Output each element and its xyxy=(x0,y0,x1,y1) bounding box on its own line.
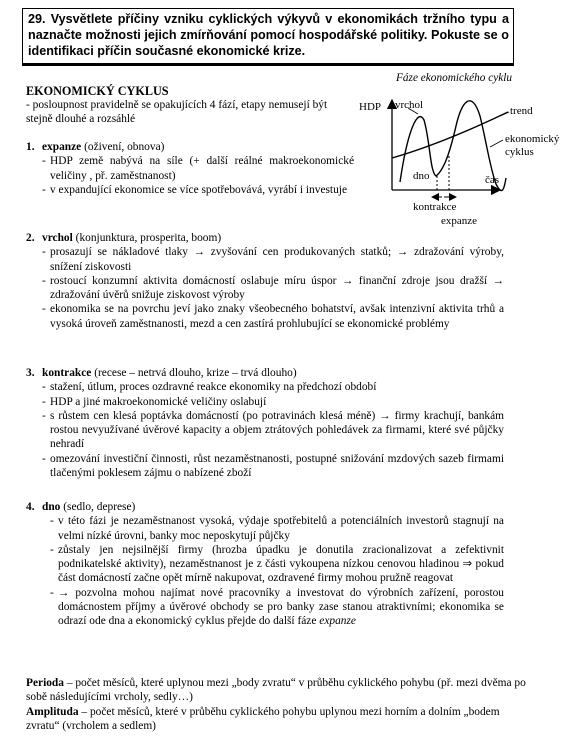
intro-text: - posloupnost pravidelně se opakujících 4 fází, etapy nemusejí být stejně dlouhé a rozsáhlé xyxy=(26,99,328,126)
section-keyword: vrchol xyxy=(42,232,73,244)
list-item-tail: expanze xyxy=(319,615,356,628)
section-number: 1. xyxy=(26,141,35,153)
definition-amplituda xyxy=(26,705,526,734)
question-box xyxy=(22,8,514,66)
section-kontrakce xyxy=(26,366,504,480)
list-item xyxy=(42,586,504,629)
section-dno xyxy=(26,500,504,629)
term-amplituda: Amplituda xyxy=(26,706,79,718)
section-header xyxy=(26,366,504,380)
list-item: - v expandující ekonomice se více spotřebovává, vyrábí i investuje xyxy=(34,183,354,197)
list-item: - v této fázi je nezaměstnanost vysoká, výdaje spotřebitelů a potenciálních investorů stagnují na velmi nízké úrovni, banky moc neposkytují půjčky xyxy=(42,514,504,543)
section-subtitle: (oživení, obnova) xyxy=(81,141,165,153)
section-number: 3. xyxy=(26,367,35,379)
cycle-pointer xyxy=(490,140,503,147)
section-subtitle: (sedlo, deprese) xyxy=(60,501,136,513)
section-header xyxy=(26,500,504,514)
list-item-text: → pozvolna mohou najímat nové pracovníky a investovat do výrobních zařízení, porostou domácnostem příjmy a úvěrové obchody se pro banky zase stanou atraktivními; ekonomika se odrazí ode dna a ekonomický cyklus přejde do další fáze xyxy=(58,586,504,628)
list-item: - omezování investiční činnosti, růst nezaměstnanosti, postupné snižování mzdových sazeb firmami tlačenými poklesem zájmu o nabízené zboží xyxy=(34,452,504,481)
label-cas: čas xyxy=(485,174,500,186)
label-dno: dno xyxy=(413,170,430,182)
section-vrchol xyxy=(26,231,504,331)
list-item: - prosazují se nákladové tlaky → zvyšování cen produkovaných statků; → zdražování výroby, snížení ziskovosti xyxy=(34,245,504,274)
question-text: Vysvětlete příčiny vzniku cyklických výkyvů v ekonomikách tržního typu a naznačte možnosti jejich zmírňování pomocí hospodářské politiky. Pokuste se o identifikaci příčin současné ekonomické krize. xyxy=(28,12,510,59)
label-vrchol: vrchol xyxy=(395,99,424,111)
label-cycle-2: cyklus xyxy=(505,146,534,158)
section-header xyxy=(26,140,354,154)
section-subtitle: (recese – netrvá dlouho, krize – trvá dlouho) xyxy=(91,367,297,379)
section-heading: EKONOMICKÝ CYKLUS xyxy=(26,84,169,98)
trend-pointer xyxy=(500,112,509,116)
list-item: - s růstem cen klesá poptávka domácností (po potravinách klesá méně) → firmy krachují, bankám rostou nevyužívané úvěrové kapacity a objem ztrátových pohledávek za firmami, které své půjčky nehradí xyxy=(34,409,504,452)
section-subtitle: (konjunktura, prosperita, boom) xyxy=(72,232,222,244)
list-item: - ekonomika se na povrchu jeví jako znaky všeobecného bohatství, avšak intenzivní aktivita trhů a vysoká úroveň zaměstnanosti, mezd a cen zastírá prohlubující se ekonomické problémy xyxy=(34,302,504,331)
section-expanze xyxy=(26,140,354,197)
section-keyword: dno xyxy=(42,501,61,513)
section-number: 4. xyxy=(26,501,35,513)
section-header xyxy=(26,231,504,245)
text-perioda: – počet měsíců, které uplynou mezi „body zvratu“ v průběhu cyklického pohybu (př. mezi dvěma po sobě následujícími vrcholy, sedly…) xyxy=(26,677,526,704)
label-cycle-1: ekonomický xyxy=(505,133,560,145)
definition-perioda xyxy=(26,676,526,705)
list-item: - rostoucí konzumní aktivita domácností oslabuje míru úspor → finanční zdroje jsou dražší → zdražování úvěrů snižuje ziskovost výroby xyxy=(34,274,504,303)
figure-title: Fáze ekonomického cyklu xyxy=(396,72,513,84)
label-kontrakce: kontrakce xyxy=(413,201,457,213)
question-number: 29. xyxy=(28,12,46,26)
cycle-diagram xyxy=(355,86,560,232)
list-item: - stažení, útlum, proces ozdravné reakce ekonomiky na předchozí období xyxy=(34,380,504,394)
section-keyword: expanze xyxy=(42,141,82,153)
list-item: - HDP a jiné makroekonomické veličiny oslabují xyxy=(34,395,504,409)
section-keyword: kontrakce xyxy=(42,367,92,379)
text-amplituda: – počet měsíců, které v průběhu cyklického pohybu uplynou mezi horním a dolním „bodem zvratu“ (vrcholem a sedlem) xyxy=(26,706,500,733)
section-number: 2. xyxy=(26,232,35,244)
label-trend: trend xyxy=(510,105,533,117)
list-item: - zůstaly jen nejsilnější firmy (hrozba úpadku je donutila zracionalizovat a zefektivnit podnikatelské aktivity), nezaměstnanost je z části vykoupena nízkou cenovou hladinou ⇒ pokud část domácností začne opět mírně nakupovat, ozdravené firmy mohou pružně reagovat xyxy=(42,543,504,586)
term-perioda: Perioda xyxy=(26,677,64,689)
list-item: - HDP země nabývá na síle (+ další reálné makroekonomické veličiny , př. zaměstnanost) xyxy=(34,154,354,183)
label-expanze: expanze xyxy=(441,215,478,227)
label-hdp: HDP xyxy=(359,101,382,113)
